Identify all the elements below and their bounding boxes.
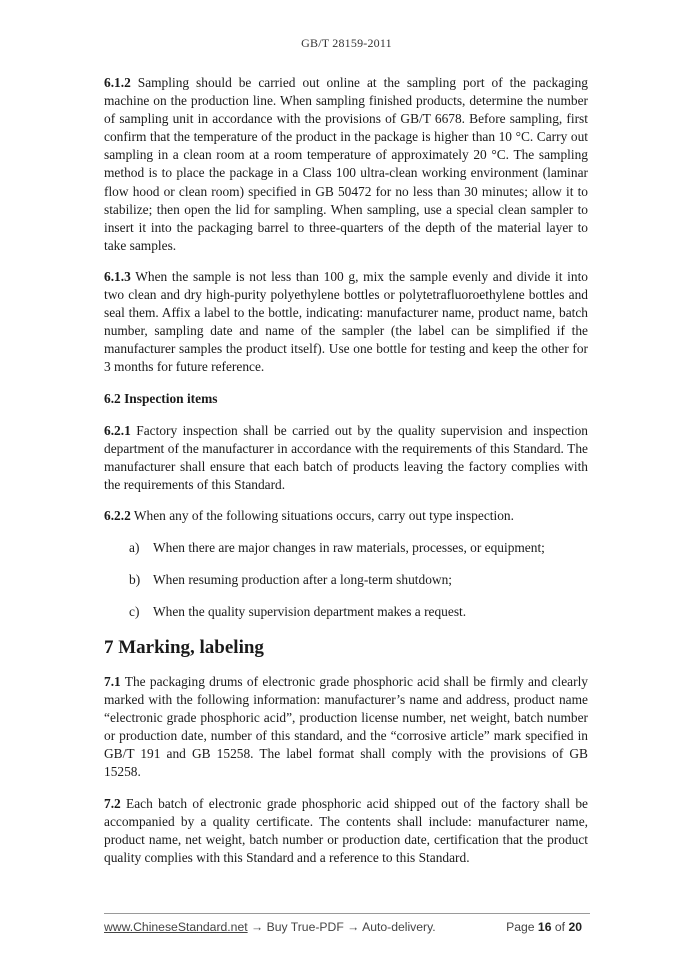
list-item-text: When there are major changes in raw materials, processes, or equipment; (153, 539, 545, 555)
site-link[interactable]: www.ChineseStandard.net (104, 920, 248, 934)
clause-number: 6.2.1 (104, 422, 131, 438)
subsection-heading-6-2: 6.2 Inspection items (104, 390, 218, 406)
footer-tagline: → Buy True-PDF → Auto-delivery. (251, 920, 436, 934)
clause-text: Each batch of electronic grade phosphoric acid shipped out of the factory shall be accompanied by a quality certificate. The contents shall include: manufacturer name, product name, net weight, batch number or production date, certification that the product quality complies with this Standard and a reference to this Standard. (104, 795, 588, 865)
clause-text: Sampling should be carried out online at the sampling port of the packaging machine on the production line. When sampling finished products, determine the number of sampling unit in accordance with the provisions of GB/T 6678. Before sampling, first confirm that the temperature of the product in the package is higher than 10 °C. Carry out sampling in a clean room at a room temperature of approximately 20 °C. The sampling method is to place the package in a Class 100 ultra-clean working environment (laminar flow hood or clean room) specified in GB 50472 for no less than 30 minutes; allow it to stabilize; then open the lid for sampling. When sampling, use a special clean sampler to insert it into the packaging barrel to three-quarters of the depth of the material layer to take samples. (104, 75, 588, 253)
clause-7-2 (104, 795, 588, 867)
section-heading-7: 7 Marking, labeling (104, 636, 264, 658)
total-pages: 20 (568, 920, 582, 934)
page-body (104, 74, 588, 880)
clause-text: When any of the following situations occurs, carry out type inspection. (133, 507, 514, 523)
clause-6-1-3 (104, 268, 588, 377)
clause-number: 7.2 (104, 795, 121, 811)
page-of-word: of (554, 920, 566, 934)
clause-number: 6.2.2 (104, 507, 131, 523)
current-page: 16 (537, 920, 552, 934)
list-item (104, 571, 588, 589)
clause-text: The packaging drums of electronic grade phosphoric acid shall be firmly and clearly marked with the following information: manufacturer’s name and address, product name “electronic grade phosphoric acid”, production license number, net weight, batch number or production date, number of this standard, and the “corrosive article” mark specified in GB/T 191 and GB 15258. The label format shall comply with the provisions of GB 15258. (104, 673, 588, 780)
clause-number: 6.1.3 (104, 268, 131, 284)
list-marker: a) (129, 539, 140, 555)
clause-6-2-2 (104, 507, 588, 525)
clause-text: When the sample is not less than 100 g, mix the sample evenly and divide it into two clean and dry high-purity polyethylene bottles or polytetrafluoroethylene bottles and seal them. Affix a label to the bottle, indicating: manufacturer name, product name, batch number, sampling date and name of the sampler (the label can be simplified if the manufacturer samples the product itself). Use one bottle for testing and keep the other for 3 months for future reference. (104, 268, 588, 375)
page-header: GB/T 28159-2011 (301, 36, 392, 50)
list-marker: b) (129, 571, 141, 587)
clause-text: Factory inspection shall be carried out by the quality supervision and inspection department of the manufacturer in accordance with the requirements of this Standard. The manufacturer shall ensure that each batch of products leaving the factory complies with the requirements of this Standard. (104, 422, 588, 492)
footer-promo (104, 920, 436, 934)
list-item (104, 603, 588, 621)
list-item-text: When the quality supervision department makes a request. (153, 603, 467, 619)
list-item (104, 539, 588, 557)
page-footer (104, 913, 590, 942)
clause-6-2-1 (104, 422, 588, 494)
clause-6-1-2 (104, 74, 588, 255)
clause-7-1 (104, 673, 588, 782)
list-marker: c) (129, 603, 140, 619)
type-inspection-conditions-list (104, 539, 588, 621)
page-indicator (506, 920, 582, 934)
clause-number: 6.1.2 (104, 75, 131, 90)
page-word: Page (506, 920, 535, 934)
clause-number: 7.1 (104, 673, 121, 689)
list-item-text: When resuming production after a long-term shutdown; (153, 571, 452, 587)
